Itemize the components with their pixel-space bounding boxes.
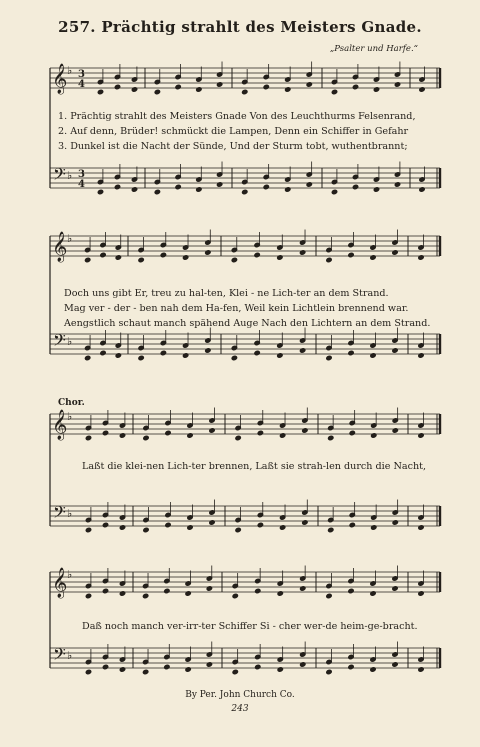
system-1-bass-note bbox=[175, 184, 181, 189]
system-3-bass-note bbox=[209, 520, 215, 525]
system-4-bass-note bbox=[143, 669, 149, 674]
system-3-treble-note bbox=[119, 433, 125, 438]
system-2-bass-note bbox=[231, 355, 237, 360]
system-1-treble-note bbox=[196, 87, 202, 92]
system-3-treble-note bbox=[209, 428, 215, 433]
system-1-bass-note bbox=[217, 182, 223, 187]
system-2-treble-clef: 𝄞 bbox=[52, 232, 68, 262]
publisher-credit: By Per. John Church Co. bbox=[185, 690, 295, 700]
system-4-treble-clef: 𝄞 bbox=[52, 568, 68, 598]
system-3-treble-note bbox=[165, 430, 171, 435]
chorus-label: Chor. bbox=[58, 398, 85, 408]
system-4-treble-note bbox=[206, 586, 212, 591]
system-1-treble-note bbox=[114, 84, 120, 89]
lyric-verse-1-line-1: 1. Prächtig strahlt des Meisters Gnade Von des Leuchthurms Felsenrand, bbox=[58, 111, 416, 122]
system-2-bass-note bbox=[205, 348, 211, 353]
system-2-bass-note bbox=[138, 355, 144, 360]
system-4-treble-note bbox=[232, 593, 238, 598]
system-4-bass-note bbox=[119, 667, 125, 672]
system-1-bass-time: 4 bbox=[78, 179, 85, 190]
system-3-bass-note bbox=[102, 522, 108, 527]
system-4-bass-note bbox=[370, 667, 376, 672]
system-3-treble-note bbox=[392, 428, 398, 433]
system-3-bass-note bbox=[165, 522, 171, 527]
system-3-bass-note bbox=[371, 525, 377, 530]
system-4-treble-note bbox=[300, 586, 306, 591]
system-2-treble-note bbox=[277, 255, 283, 260]
system-3-bass-note bbox=[257, 522, 263, 527]
system-4-treble-note bbox=[348, 588, 354, 593]
system-2-bass-note bbox=[115, 353, 121, 358]
system-1-bass-note bbox=[373, 187, 379, 192]
lyric-verse-1-line-2: Doch uns gibt Er, treu zu hal-ten, Klei - ne Lich-ter an dem Strand. bbox=[64, 288, 389, 299]
system-1-bass-final-note bbox=[419, 187, 425, 192]
system-3-treble-note bbox=[102, 430, 108, 435]
system-3-bass-note bbox=[392, 520, 398, 525]
system-3-treble-note bbox=[302, 428, 308, 433]
system-1-treble-time: 4 bbox=[78, 79, 85, 90]
system-2-bass-note bbox=[183, 353, 189, 358]
system-1-treble-clef: 𝄞 bbox=[52, 64, 68, 94]
system-3-treble-note bbox=[328, 435, 334, 440]
system-2-treble-note bbox=[85, 257, 91, 262]
lyric-verse-2-line-2: Mag ver - der - ben nah dem Ha-fen, Weil kein Lichtlein brennend war. bbox=[64, 303, 409, 314]
system-2-bass-note bbox=[100, 350, 106, 355]
system-1-bass-note bbox=[154, 189, 160, 194]
system-2-bass-key-flat: ♭ bbox=[67, 335, 73, 348]
system-4-bass-note bbox=[232, 669, 238, 674]
lyric-verse-2-line-1: 2. Auf denn, Brüder! schmückt die Lampen, Denn ein Schiffer in Gefahr bbox=[58, 126, 409, 137]
lyric-chorus-line-2: Daß noch manch ver-irr-ter Schiffer Si - cher wer-de heim-ge-bracht. bbox=[82, 621, 418, 632]
system-1-bass-key-flat: ♭ bbox=[67, 169, 73, 182]
system-1-treble-key-flat: ♭ bbox=[67, 64, 73, 77]
system-2-treble-note bbox=[254, 252, 260, 257]
lyric-verse-3-line-2: Aengstlich schaut manch spähend Auge Nach den Lichtern an dem Strand. bbox=[64, 318, 431, 329]
system-1-bass-clef: 𝄢 bbox=[53, 164, 66, 188]
system-1-treble-note bbox=[131, 87, 137, 92]
system-4-treble-note bbox=[119, 591, 125, 596]
tune-name: „Psalter und Harfe.“ bbox=[329, 44, 418, 54]
system-2-treble-note bbox=[160, 252, 166, 257]
system-4-treble-key-flat: ♭ bbox=[67, 568, 73, 581]
system-3-bass-note bbox=[187, 525, 193, 530]
system-3-bass-key-flat: ♭ bbox=[67, 507, 73, 520]
system-1-treble-note bbox=[373, 87, 379, 92]
system-2-treble-note bbox=[115, 255, 121, 260]
system-2-bass-note bbox=[85, 355, 91, 360]
system-3-treble-note bbox=[187, 433, 193, 438]
system-2-bass-clef: 𝄢 bbox=[53, 330, 66, 354]
system-1-treble-note bbox=[154, 89, 160, 94]
system-3-bass-note bbox=[280, 525, 286, 530]
system-4-bass-note bbox=[255, 664, 261, 669]
system-3-treble-note bbox=[257, 430, 263, 435]
system-4-bass-note bbox=[206, 662, 212, 667]
system-2-bass-note bbox=[370, 353, 376, 358]
system-2-treble-note bbox=[183, 255, 189, 260]
system-2-treble-note bbox=[326, 257, 332, 262]
system-3-treble-note bbox=[235, 435, 241, 440]
system-1-bass-note bbox=[242, 189, 248, 194]
system-3-bass-note bbox=[143, 527, 149, 532]
system-1-treble-note bbox=[242, 89, 248, 94]
system-1-treble-note bbox=[394, 82, 400, 87]
system-3-bass-note bbox=[119, 525, 125, 530]
system-4-bass-note bbox=[277, 667, 283, 672]
system-4-bass-final-note bbox=[418, 667, 424, 672]
system-4-bass-note bbox=[348, 664, 354, 669]
system-2-bass-note bbox=[300, 348, 306, 353]
system-3-bass-note bbox=[235, 527, 241, 532]
system-4-bass-note bbox=[300, 662, 306, 667]
system-2-treble-note bbox=[205, 250, 211, 255]
system-2-treble-note bbox=[300, 250, 306, 255]
system-4-treble-note bbox=[277, 591, 283, 596]
system-4-treble-note bbox=[370, 591, 376, 596]
system-2-bass-note bbox=[326, 355, 332, 360]
system-1-bass-note bbox=[285, 187, 291, 192]
system-1-treble-note bbox=[217, 82, 223, 87]
system-1-treble-note bbox=[263, 84, 269, 89]
system-2-treble-note bbox=[348, 252, 354, 257]
system-1-treble-note bbox=[331, 89, 337, 94]
system-3-treble-note bbox=[371, 433, 377, 438]
system-4-treble-note bbox=[185, 591, 191, 596]
system-1-treble-note bbox=[97, 89, 103, 94]
system-4-bass-note bbox=[185, 667, 191, 672]
system-3-treble-note bbox=[85, 435, 91, 440]
system-2-bass-note bbox=[160, 350, 166, 355]
system-2-treble-note bbox=[231, 257, 237, 262]
system-2-treble-note bbox=[138, 257, 144, 262]
system-2-bass-note bbox=[254, 350, 260, 355]
system-2-treble-note bbox=[370, 255, 376, 260]
system-2-treble-final-note bbox=[418, 255, 424, 260]
system-4-bass-clef: 𝄢 bbox=[53, 644, 66, 668]
lyric-chorus-line-1: Laßt die klei-nen Lich-ter brennen, Laßt sie strah-len durch die Nacht, bbox=[82, 461, 427, 472]
system-4-bass-note bbox=[164, 664, 170, 669]
page-number: 243 bbox=[231, 704, 249, 714]
system-3-bass-note bbox=[302, 520, 308, 525]
system-4-treble-note bbox=[255, 588, 261, 593]
system-3-bass-note bbox=[85, 527, 91, 532]
system-3-bass-note bbox=[328, 527, 334, 532]
system-4-treble-note bbox=[85, 593, 91, 598]
system-4-treble-note bbox=[392, 586, 398, 591]
system-4-bass-note bbox=[85, 669, 91, 674]
system-3-bass-note bbox=[349, 522, 355, 527]
system-4-treble-note bbox=[102, 588, 108, 593]
system-3-bass-clef: 𝄢 bbox=[53, 502, 66, 526]
system-1-treble-note bbox=[175, 84, 181, 89]
system-2-treble-note bbox=[100, 252, 106, 257]
system-2-bass-note bbox=[277, 353, 283, 358]
system-2-bass-final-note bbox=[418, 353, 424, 358]
lyric-verse-3-line-1: 3. Dunkel ist die Nacht der Sünde, Und der Sturm tobt, wuthentbrannt; bbox=[58, 141, 408, 152]
system-1-treble-final-note bbox=[419, 87, 425, 92]
system-1-bass-note bbox=[131, 187, 137, 192]
system-4-bass-note bbox=[102, 664, 108, 669]
system-3-treble-note bbox=[143, 435, 149, 440]
system-1-bass-note bbox=[196, 187, 202, 192]
system-1-bass-note bbox=[114, 184, 120, 189]
hymn-title: 257. Prächtig strahlt des Meisters Gnade. bbox=[58, 18, 422, 36]
system-2-bass-note bbox=[392, 348, 398, 353]
system-3-treble-key-flat: ♭ bbox=[67, 410, 73, 423]
system-4-bass-key-flat: ♭ bbox=[67, 649, 73, 662]
system-4-treble-note bbox=[164, 588, 170, 593]
system-4-treble-note bbox=[326, 593, 332, 598]
system-1-treble-note bbox=[285, 87, 291, 92]
system-1-bass-note bbox=[263, 184, 269, 189]
system-1-bass-time: 3 bbox=[78, 169, 85, 180]
system-1-treble-time: 3 bbox=[78, 69, 85, 80]
system-2-bass-note bbox=[348, 350, 354, 355]
system-4-bass-note bbox=[326, 669, 332, 674]
system-1-treble-note bbox=[352, 84, 358, 89]
system-1-bass-note bbox=[306, 182, 312, 187]
system-3-treble-note bbox=[280, 433, 286, 438]
system-3-treble-final-note bbox=[418, 433, 424, 438]
system-2-treble-note bbox=[392, 250, 398, 255]
system-4-bass-note bbox=[392, 662, 398, 667]
system-1-bass-note bbox=[352, 184, 358, 189]
system-2-treble-key-flat: ♭ bbox=[67, 232, 73, 245]
system-1-bass-note bbox=[394, 182, 400, 187]
system-1-bass-note bbox=[331, 189, 337, 194]
system-4-treble-final-note bbox=[418, 591, 424, 596]
system-3-bass-final-note bbox=[418, 525, 424, 530]
system-3-treble-clef: 𝄞 bbox=[52, 410, 68, 440]
system-1-treble-note bbox=[306, 82, 312, 87]
system-1-bass-note bbox=[97, 189, 103, 194]
system-3-treble-note bbox=[349, 430, 355, 435]
system-4-treble-note bbox=[143, 593, 149, 598]
